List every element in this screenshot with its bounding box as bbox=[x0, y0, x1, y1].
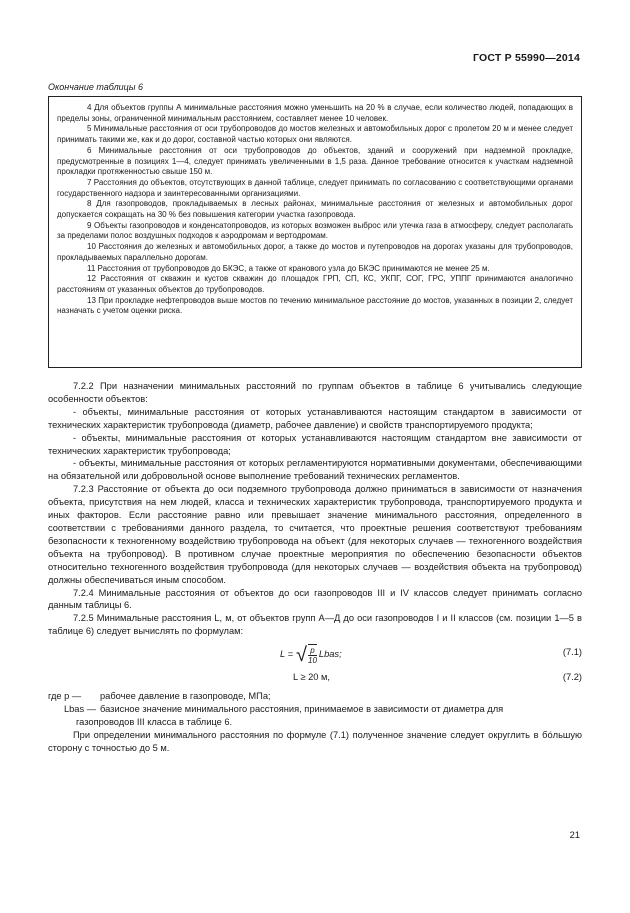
formula-7-2-number: (7.2) bbox=[562, 672, 582, 683]
page-number: 21 bbox=[569, 830, 580, 840]
table-continuation-caption: Окончание таблицы 6 bbox=[48, 82, 143, 92]
table-note-5: 5 Минимальные расстояния от оси трубопроводов до мостов железных и автомобильных дорог с пролетом 20 м и менее следует принимать такими же, как и до дорог, составной частью которых они являются. bbox=[57, 124, 573, 145]
clause-7-2-2-bullet-3: - объекты, минимальные расстояния от которых регламентируются нормативными документами, обеспечивающими на обязательной или добровольной основе выполнение требований технических регламентов. bbox=[48, 458, 582, 482]
document-standard-header: ГОСТ Р 55990—2014 bbox=[472, 52, 580, 64]
definition-lbas-continuation: газопроводов III класса в таблице 6. bbox=[76, 716, 233, 727]
table-note-6: 6 Минимальные расстояния от оси трубопроводов до объектов, зданий и сооружений при надземной прокладке, предусмотренные в позициях 1—4, следует принимать увеличенными в 1,5 раза. Данное требование относится к участкам надземной прокладки протяженностью свыше 150 м. bbox=[57, 145, 573, 177]
table-note-12: 12 Расстояния от скважин и кустов скважин до площадок ГРП, СП, КС, УКПГ, СОГ, ГРС, УППГ принимаются аналогично расстояниям от указанных объектов до трубопроводов. bbox=[57, 274, 573, 294]
formula-7-1-lhs: L = bbox=[280, 649, 294, 660]
clause-7-2-5: 7.2.5 Минимальные расстояния L, м, от объектов групп А—Д до оси газопроводов I и II классов (см. позиции 1—5 в таблице 6) следует вычислять по формулам: bbox=[48, 613, 582, 637]
fraction-numerator: p bbox=[310, 646, 315, 656]
formula-7-2-text: L ≥ 20 м, bbox=[293, 672, 330, 683]
table-note-9: 9 Объекты газопроводов и конденсатопроводов, из которых возможен выброс или утечка газа в атмосферу, следует располагать за пределами полос воздушных подходов к аэродромам и вертодромам. bbox=[57, 220, 573, 241]
definition-lbas-text: базисное значение минимального расстояния, принимаемое в зависимости от диаметра для bbox=[100, 704, 504, 715]
formula-7-1 bbox=[48, 638, 582, 668]
clause-7-2-2-bullet-2: - объекты, минимальные расстояния от которых устанавливаются настоящим стандартом вне зависимости от технических характеристик трубопровода; bbox=[48, 432, 582, 456]
main-text bbox=[48, 380, 582, 755]
table-note-11: 11 Расстояния от трубопроводов до БКЭС, а также от кранового узла до БКЭС принимаются не менее 25 м. bbox=[87, 263, 490, 273]
formula-definitions bbox=[48, 690, 582, 729]
formula-7-1-number: (7.1) bbox=[562, 647, 582, 658]
sqrt-symbol: √ bbox=[296, 643, 307, 666]
fraction-denominator: 10 bbox=[308, 656, 317, 666]
clause-7-2-3: 7.2.3 Расстояние от объекта до оси подземного трубопровода должно приниматься в зависимости от назначения объекта, присутствия на нем людей, класса и технических характеристик трубопровода, транспортируемого продукта и иных факторов. Если расстояние равно или превышает значение минимального расстояния, определенного в соответствии с требованиями данного раздела, то считается, что проектные решения соответствуют требованиям безопасности к техногенному воздействию трубопровода на объект (для некоторых случаев — техногенного воздействия объекта на трубопровод). В противном случае проектные мероприятия по обеспечению безопасности объектов относительно техногенного воздействия трубопровода (для некоторых случаев — воздействия объекта на трубопровод) должны обеспечиваться иным способом. bbox=[48, 484, 582, 585]
formula-7-2 bbox=[48, 668, 582, 688]
clause-7-2-4: 7.2.4 Минимальные расстояния от объектов до оси газопроводов III и IV классов следует принимать согласно данным таблицы 6. bbox=[48, 587, 582, 611]
formula-7-1-fraction bbox=[308, 644, 317, 665]
table-note-13: 13 При прокладке нефтепроводов выше мостов по течению минимальное расстояние до мостов, указанных в позиции 2, следует назначать с учетом оценки риска. bbox=[57, 295, 573, 316]
table-note-10: 10 Расстояния до железных и автомобильных дорог, а также до мостов и путепроводов на дорогах указаны для трубопроводов, прокладываемых параллельно дорогам. bbox=[57, 242, 573, 262]
table-note-4: 4 Для объектов группы А минимальные расстояния можно уменьшить на 20 % в случае, если количество людей, попадающих в пределы зоны, ограниченной минимальным расстоянием, составляет менее 10 человек. bbox=[57, 103, 573, 123]
definition-p bbox=[48, 690, 582, 703]
table-note-7: 7 Расстояния до объектов, отсутствующих в данной таблице, следует принимать по согласованию с соответствующими органами государственного надзора и заинтересованными организациями. bbox=[57, 177, 573, 198]
definition-p-text: рабочее давление в газопроводе, МПа; bbox=[100, 691, 271, 702]
clause-7-2-2: 7.2.2 При назначении минимальных расстояний по группам объектов в таблице 6 учитывались следующие особенности объектов: bbox=[48, 381, 582, 404]
rounding-paragraph: При определении минимального расстояния по формуле (7.1) полученное значение следует округлить в бóльшую сторону с точностью до 5 м. bbox=[48, 729, 582, 753]
definition-p-term: где p — bbox=[48, 691, 82, 702]
definition-lbas-term: Lbas — bbox=[63, 704, 96, 715]
formula-7-1-tail: Lbas; bbox=[318, 649, 342, 660]
table-note-8: 8 Для газопроводов, прокладываемых в лесных районах, минимальные расстояния от железных и автомобильных дорог допускается сокращать на 30 % без повышения категории участка газопровода. bbox=[57, 199, 573, 220]
definition-lbas bbox=[48, 703, 582, 716]
clause-7-2-2-bullet-1: - объекты, минимальные расстояния от которых устанавливаются настоящим стандартом в зависимости от технических характеристик трубопровода (диаметр, рабочее давление) и свойств транспортируемого продукта; bbox=[48, 406, 582, 430]
table-notes-box bbox=[48, 96, 582, 368]
